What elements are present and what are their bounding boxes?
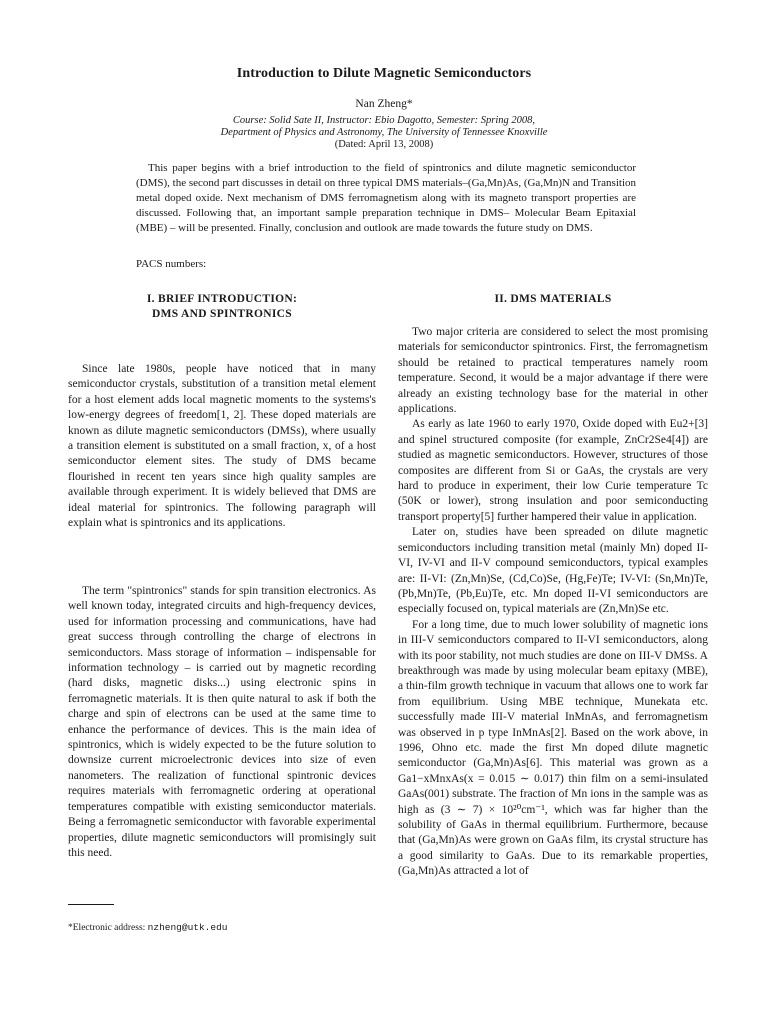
section-1-para-2-text: The term "spintronics" stands for spin transition electronics. As well known today, integrated circuits and high-frequency devices, used for information processing and communications, have had great success through controlling the charge of electrons in semiconductors. Mass storage of information – indispensable for information technology – is carried out by magnetic recording (hard disks, magnetic disks...) using electronic spins in ferromagnetic materials. It is then quite natural to ask if both the charge and spin of electrons can be used at the same time to enhance the performance of devices. This is the main idea of spintronics, which is widely expected to be the future solution to downsize current microelectronic devices into size of even nanometers. The realization of functional spintronic devices requires materials with ferromagnetic ordering at operational temperatures compatible with existing semiconductor materials. Being a ferromagnetic semiconductor with favorable experimental properties, dilute magnetic semiconductors will promisingly suit this need. — [68, 585, 376, 859]
abstract: This paper begins with a brief introduction to the field of spintronics and dilute magnetic semiconductor (DMS), the second part discusses in detail on three typical DMS materials–(Ga,Mn)As, (Ga,Mn)N and Transition metal doped oxide. Next mechanism of DMS ferromagnetism along with its magneto transport properties are discussed. Following that, an important sample preparation technique in DMS– Molecular Beam Epitaxial (MBE) – will be presented. Finally, conclusion and outlook are made towards the future study on DMS. — [136, 162, 636, 235]
section-2-para-4-text: For a long time, due to much lower solubility of magnetic ions in III-V semiconductors compared to II-VI semiconductors, along with its poor stability, not much studies are done on III-V DMSs. A breakthrough was made by using molecular beam epitaxy (MBE), a thin-film growth technique in vacuum that allows one to work far from equilibrium. Using MBE technique, Munekata etc. successfully made III-V material InMnAs, and ferromagnetism was observed in p type InMnAs[2]. Based on the work above, in 1996, Ohno etc. made the first Mn doped dilute magnetic semiconductor (Ga,Mn)As[6]. This material was grown as a Ga1−xMnxAs(x = 0.015 ∼ 0.017) thin film on a semi-insulated GaAs(001) substrate. The fraction of Mn ions in the sample was as high as (3 ∼ 7) × 10²⁰cm⁻¹, which was far higher than the solubility of GaAs in thermal equilibrium. Furthermore, because that (Ga,Mn)As were grown on GaAs film, its crystal structure has a good similarity to GaAs. Due to its remarkable properties, (Ga,Mn)As attracted a lot of — [398, 618, 708, 878]
section-1-heading-line1: I. BRIEF INTRODUCTION: — [146, 293, 298, 305]
section-1-heading — [68, 292, 376, 322]
section-1-para-1-text: Since late 1980s, people have noticed that in many semiconductor crystals, substitution of a transition metal element for a host element adds local magnetic moments to the systems's low-energy degrees of freedom[1, 2]. These doped materials are known as dilute magnetic semiconductors (DMSs), where usually a transition element is substituted on a small fraction, x, of a host semiconductor element sites. The study of DMS became flourished in recent ten years since high quality samples are available through experiment. It is widely believed that DMS are ideal material for spintronics. The following paragraph will explain what is spintronics and its applications. — [68, 363, 376, 530]
footnote-label: *Electronic address: — [68, 923, 148, 933]
section-1-paragraph-1 — [68, 362, 376, 531]
affiliation-course: Course: Solid Sate II, Instructor: Ebio Dagotto, Semester: Spring 2008, — [232, 115, 536, 126]
footnote-rule — [68, 904, 114, 905]
section-2-para-3-text: Later on, studies have been spreaded on dilute magnetic semiconductors including transition metal (mainly Mn) doped II-VI, IV-VI and II-V compound semiconductors, typical examples are: II-VI: (Zn,Mn)Se, (Cd,Co)Se, (Hg,Fe)Te; IV-VI: (Sn,Mn)Te, (Pb,Mn)Te, (Pb,Eu)Te, etc. Mn doped II-VI semiconductors are especially focused on, typical materials are (Zn,Mn)Se etc. — [398, 526, 708, 616]
date-line: (Dated: April 13, 2008) — [334, 139, 434, 150]
footnote-email[interactable]: nzheng@utk.edu — [147, 922, 228, 933]
section-2-para-2-text: As early as late 1960 to early 1970, Oxide doped with Eu2+[3] and spinel structured composite (for example, ZnCr2Se4[4]) are studied as magnetic semiconductors. However, structures of those composites are different from Si or GaAs, the crystals are very hard to produce in experiment, their low Curie temperature Tc (50K or lower), strong insulation and poor semiconducting transport property[5] further hampered their value in application. — [398, 418, 708, 523]
section-2-body — [398, 325, 708, 880]
paper-title: Introduction to Dilute Magnetic Semiconductors — [236, 66, 532, 81]
affiliation-department: Department of Physics and Astronomy, The University of Tennessee Knoxville — [220, 127, 548, 138]
section-1-heading-line2: DMS AND SPINTRONICS — [152, 308, 292, 320]
footnote — [68, 922, 228, 933]
section-2-heading: II. DMS MATERIALS — [494, 293, 612, 305]
section-2-para-1-text: Two major criteria are considered to select the most promising materials for semiconductor spintronics. First, the ferromagnetism should be retained to practical temperatures namely room temperature. Second, it would be a major advantage if there were already an existing technology base for the material in other applications. — [398, 326, 708, 416]
author-name: Nan Zheng* — [355, 98, 413, 110]
pacs-numbers: PACS numbers: — [136, 258, 207, 270]
section-1-paragraph-2 — [68, 584, 376, 861]
